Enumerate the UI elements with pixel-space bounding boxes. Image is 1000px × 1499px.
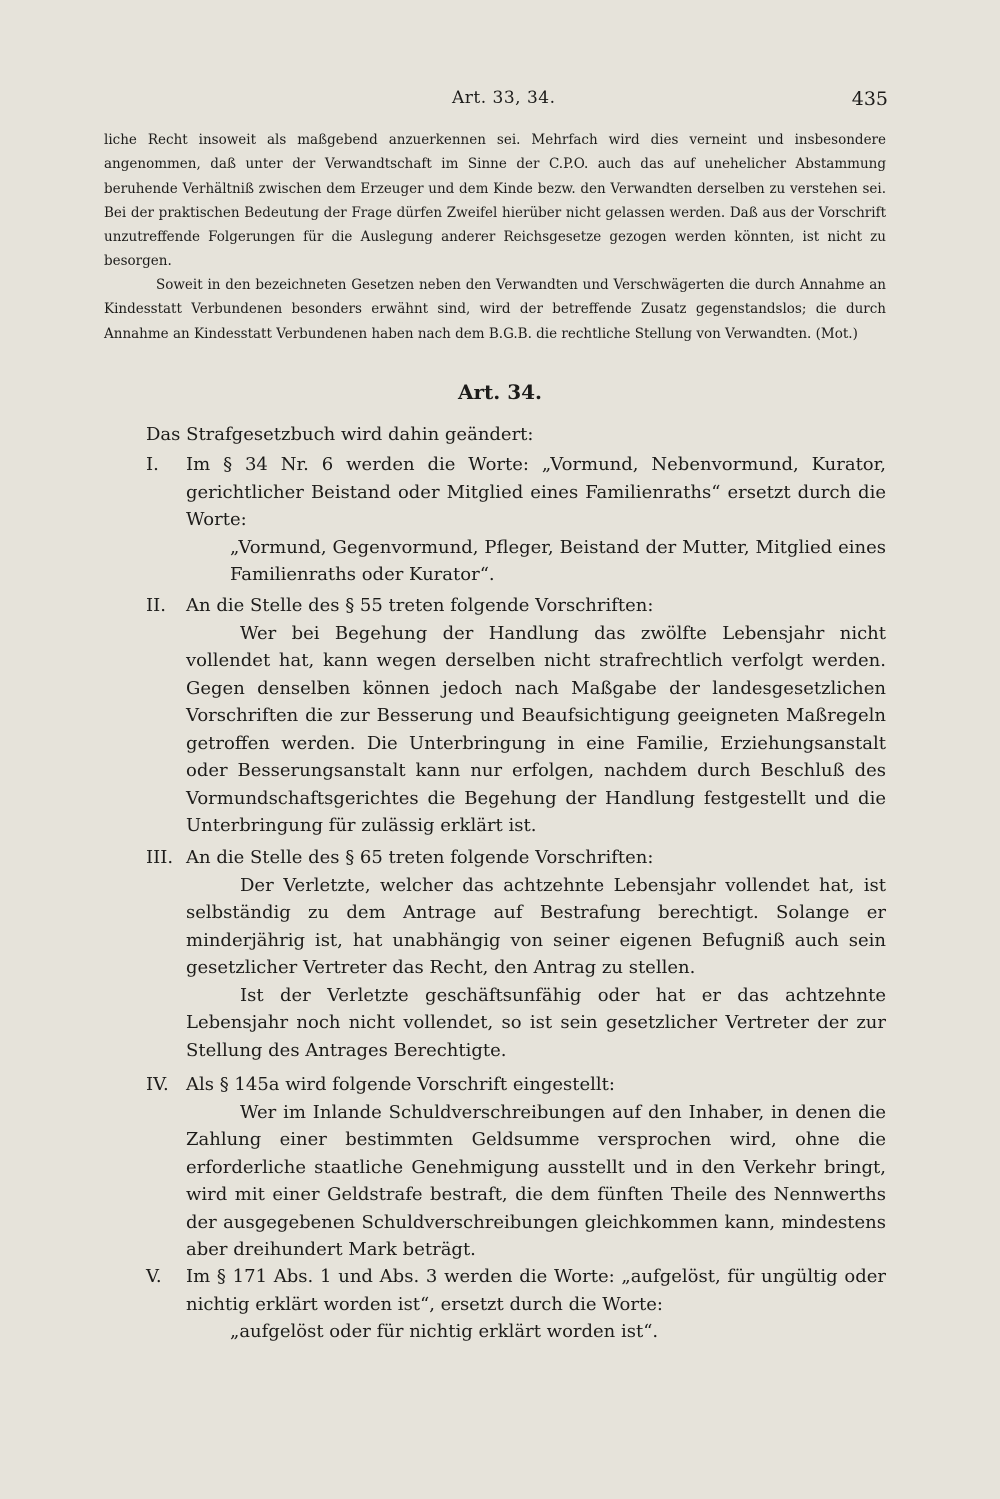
footnote-text: liche Recht insoweit als maßgebend anzuerkennen sei. Mehrfach wird dies verneint und insbesondere angenommen, daß unter der Verwandtschaft im Sinne der C.P.O. auch das auf unehelicher Abstammung beruhende Verhältniß zwischen dem Erzeuger und dem Kinde bezw. den Verwandten derselben zu verstehen sei. Bei der praktischen Bedeutung der Frage dürfen Zweifel hierüber nicht gelassen werden. Daß aus der Vorschrift unzutreffende Folgerungen für die Auslegung anderer Reichsgesetze gezogen werden könnten, ist nicht zu besorgen. [104,132,886,270]
amendment-item-3 [146,844,886,1064]
item-quote: Wer im Inlande Schuldverschreibungen auf den Inhaber, in denen die Zahlung einer bestimmten Geldsumme versprochen wird, ohne die erforderliche staatliche Genehmigung ausstellt und in den Verkehr bringt, wird mit einer Geldstrafe bestraft, die dem fünften Theile des Nennwerths der ausgegebenen Schuldverschreibungen gleichkommen kann, mindestens aber dreihundert Mark beträgt. [186,1101,886,1260]
item-text: Im § 171 Abs. 1 und Abs. 3 werden die Worte: „aufgelöst, für ungültig oder nichtig erklärt worden ist“, ersetzt durch die Worte: [186,1266,886,1315]
item-text: An die Stelle des § 65 treten folgende Vorschriften: [186,847,654,868]
item-number: V. [146,1266,162,1287]
item-quote: „Vormund, Gegenvormund, Pfleger, Beistand der Mutter, Mitglied eines Familienraths oder Kurator“. [230,536,886,585]
item-number: I. [146,454,159,475]
item-number: III. [146,847,174,868]
footnote-paragraph-1 [104,128,886,274]
article-heading: Art. 34. [457,380,542,404]
amendment-item-2 [146,592,886,840]
item-number: IV. [146,1074,169,1095]
amendment-item-5 [146,1263,886,1346]
footnote-text: Soweit in den bezeichneten Gesetzen neben den Verwandten und Verschwägerten die durch Annahme an Kindesstatt Verbundenen besonders erwähnt sind, wird der betreffende Zusatz gegenstandslos; die durch Annahme an Kindesstatt Verbundenen haben nach dem B.G.B. die rechtliche Stellung von Verwandten. (Mot.) [104,277,886,342]
amendment-item-4 [146,1071,886,1264]
item-text: An die Stelle des § 55 treten folgende Vorschriften: [186,595,654,616]
running-head: Art. 33, 34. [452,88,556,108]
article-intro: Das Strafgesetzbuch wird dahin geändert: [146,424,534,445]
footnote-paragraph-2 [104,273,886,346]
item-quote: „aufgelöst oder für nichtig erklärt worden ist“. [230,1321,659,1342]
amendment-item-1 [146,451,886,589]
item-text: Als § 145a wird folgende Vorschrift eingestellt: [186,1074,615,1095]
item-quote: Der Verletzte, welcher das achtzehnte Lebensjahr vollendet hat, ist selbständig zu dem Antrage auf Bestrafung berechtigt. Solange er minderjährig ist, hat unabhängig von seiner eigenen Befugniß auch sein gesetzlicher Vertreter das Recht, den Antrag zu stellen. [186,874,886,978]
item-quote: Wer bei Begehung der Handlung das zwölfte Lebensjahr nicht vollendet hat, kann wegen derselben nicht strafrechtlich verfolgt werden. Gegen denselben können jedoch nach Maßgabe der landesgesetzlichen Vorschriften die zur Besserung und Beaufsichtigung geeigneten Maßregeln getroffen werden. Die Unterbringung in eine Familie, Erziehungsanstalt oder Besserungsanstalt kann nur erfolgen, nachdem durch Beschluß des Vormundschaftsgerichtes die Begehung der Handlung festgestellt und die Unterbringung für zulässig erklärt ist. [186,622,886,836]
item-text: Im § 34 Nr. 6 werden die Worte: „Vormund, Nebenvormund, Kurator, gerichtlicher Beistand oder Mitglied eines Familienraths“ ersetzt durch die Worte: [186,454,886,530]
item-number: II. [146,595,166,616]
page-header [104,88,888,118]
item-quote-second: Ist der Verletzte geschäftsunfähig oder hat er das achtzehnte Lebensjahr noch nicht vollendet, so ist sein gesetzlicher Vertreter der zur Stellung des Antrages Berechtigte. [186,984,886,1061]
page-number: 435 [851,88,888,110]
